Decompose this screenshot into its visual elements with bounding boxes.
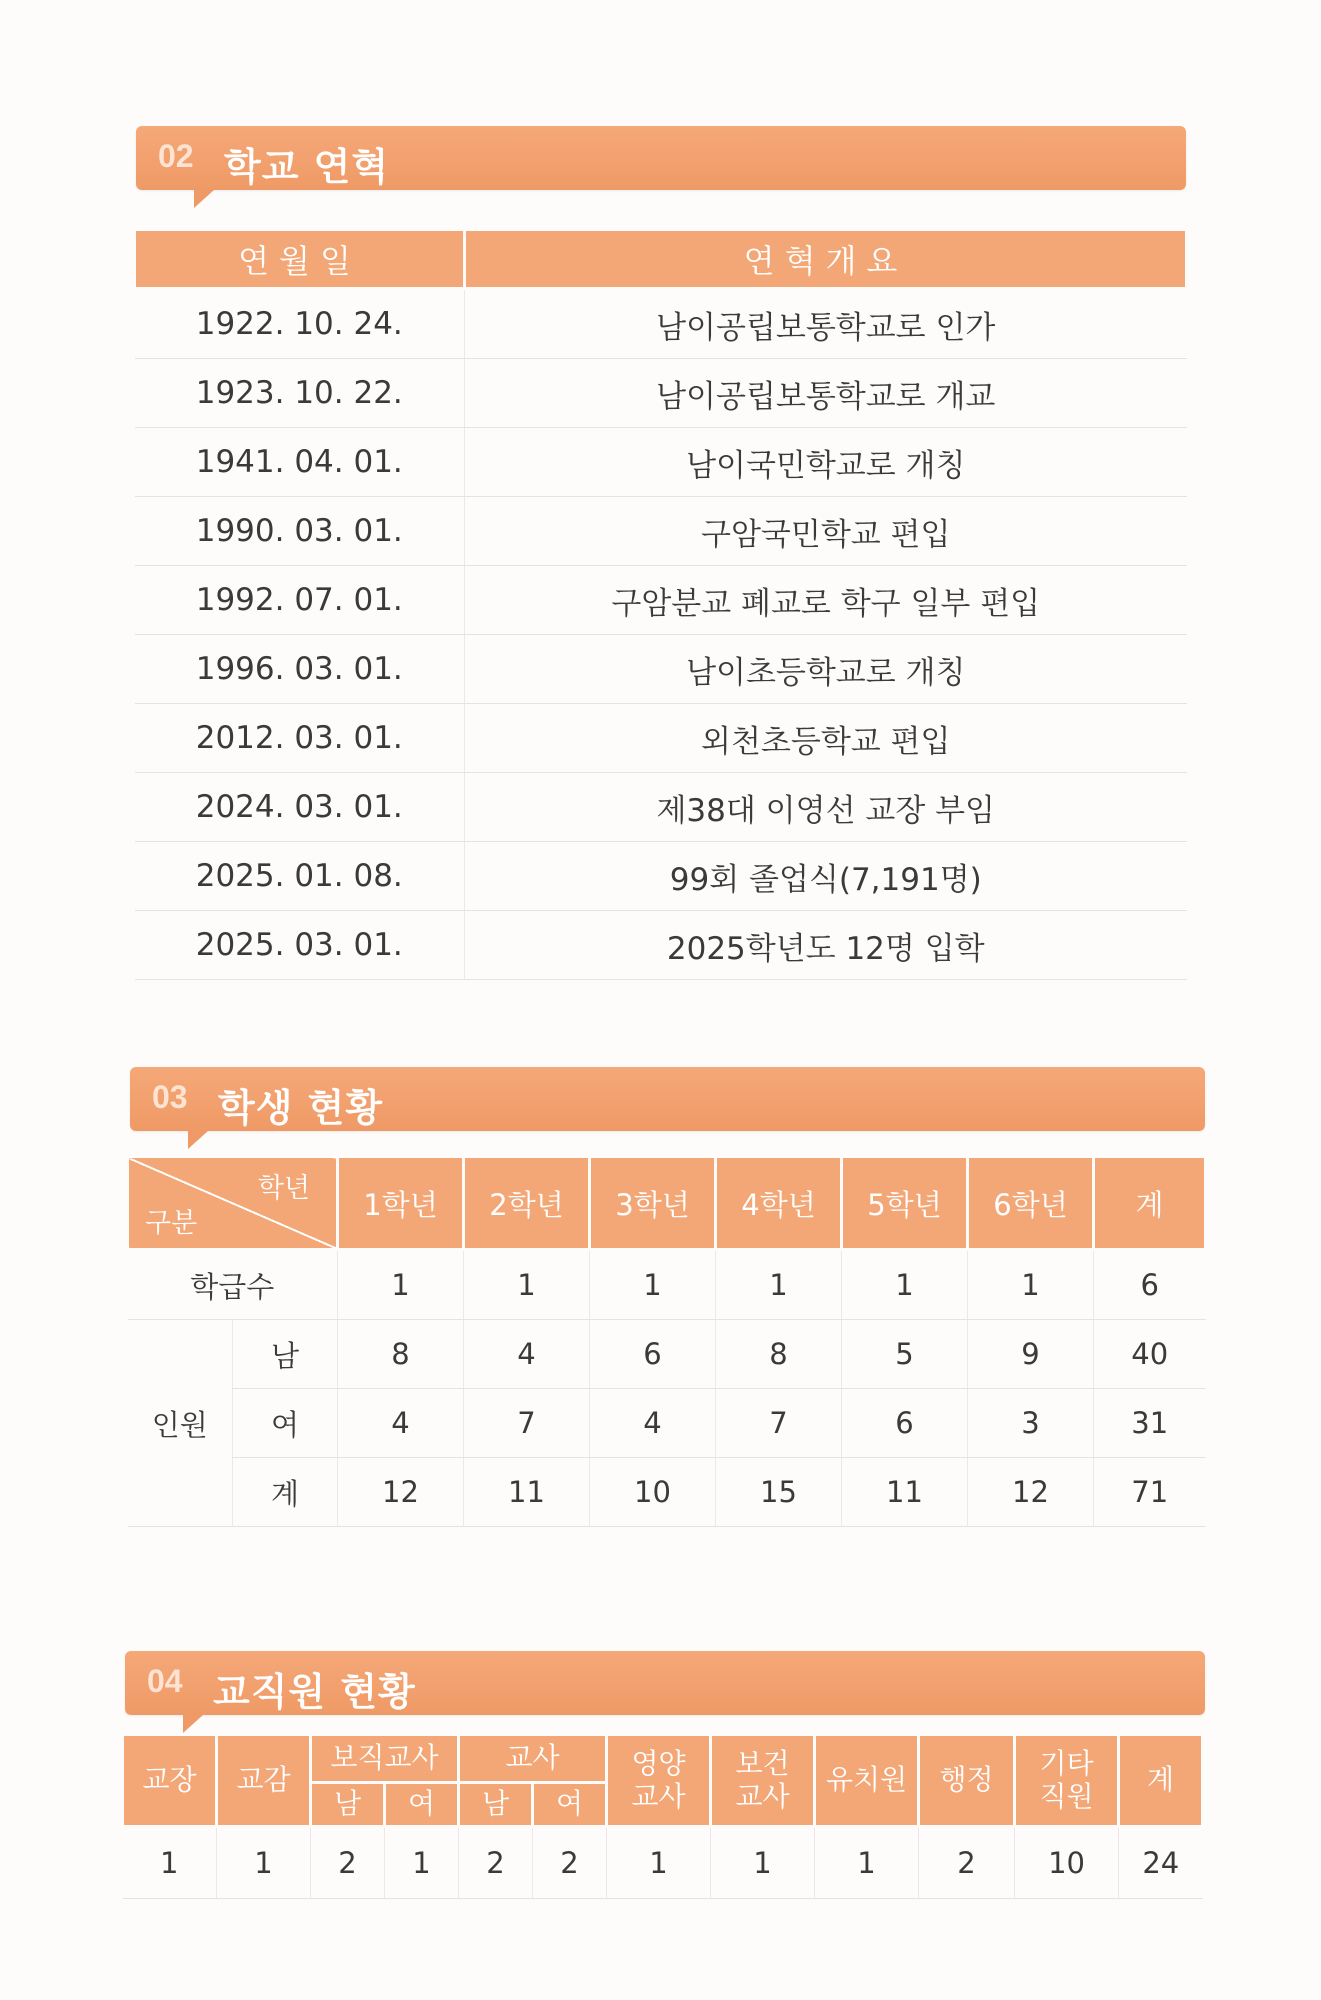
- section-number: 02: [158, 138, 194, 174]
- col-header-female: 여: [533, 1783, 607, 1827]
- history-section: [136, 126, 1186, 190]
- table-cell: 10: [1015, 1827, 1119, 1899]
- table-cell: 1: [217, 1827, 311, 1899]
- col-header-other-staff: [1015, 1735, 1119, 1827]
- history-date: 1992. 07. 01.: [135, 566, 465, 635]
- col-header-total: 계: [1119, 1735, 1203, 1827]
- table-cell: 10: [590, 1458, 716, 1527]
- table-cell: 5: [842, 1320, 968, 1389]
- table-cell: 12: [338, 1458, 464, 1527]
- col-header-male: 남: [311, 1783, 385, 1827]
- staff-table: [121, 1733, 1204, 1899]
- table-row: [135, 428, 1187, 497]
- table-cell: 1: [711, 1827, 815, 1899]
- col-header-event: 연혁개요: [465, 230, 1187, 289]
- table-cell: 11: [842, 1458, 968, 1527]
- table-row: [128, 1320, 1206, 1389]
- table-row: [135, 842, 1187, 911]
- table-cell: 4: [464, 1320, 590, 1389]
- col-header-male: 남: [459, 1783, 533, 1827]
- col-header-nutrition-teacher: [607, 1735, 711, 1827]
- table-row: [135, 911, 1187, 980]
- history-event: 구암분교 폐교로 학구 일부 편입: [465, 566, 1187, 635]
- col-header-grade: 2학년: [464, 1157, 590, 1250]
- table-cell: 1: [464, 1250, 590, 1320]
- history-event: 2025학년도 12명 입학: [465, 911, 1187, 980]
- table-cell: 1: [968, 1250, 1094, 1320]
- table-cell: 31: [1094, 1389, 1206, 1458]
- table-cell: 1: [123, 1827, 217, 1899]
- history-event: 남이초등학교로 개칭: [465, 635, 1187, 704]
- table-cell: 15: [716, 1458, 842, 1527]
- history-date: 1990. 03. 01.: [135, 497, 465, 566]
- col-header-grade: 1학년: [338, 1157, 464, 1250]
- table-cell: 1: [842, 1250, 968, 1320]
- col-header-grade: 3학년: [590, 1157, 716, 1250]
- table-cell: 40: [1094, 1320, 1206, 1389]
- table-row: [135, 704, 1187, 773]
- col-header-grade: 6학년: [968, 1157, 1094, 1250]
- history-event: 남이공립보통학교로 인가: [465, 289, 1187, 359]
- section-title: 교직원 현황: [213, 1670, 416, 1714]
- col-header-admin: 행정: [919, 1735, 1015, 1827]
- table-row: [128, 1250, 1206, 1320]
- table-row: [135, 635, 1187, 704]
- table-cell: 2: [919, 1827, 1015, 1899]
- col-header-support-teacher: 보직교사: [311, 1735, 459, 1783]
- corner-category-label: 구분: [145, 1208, 198, 1239]
- staff-table-wrap: [121, 1733, 1204, 1899]
- table-cell: 6: [590, 1320, 716, 1389]
- history-event: 남이공립보통학교로 개교: [465, 359, 1187, 428]
- col-header-vice-principal: 교감: [217, 1735, 311, 1827]
- col-header-health-teacher: [711, 1735, 815, 1827]
- banner-tail: [194, 190, 214, 208]
- col-header-teacher: 교사: [459, 1735, 607, 1783]
- history-date: 1996. 03. 01.: [135, 635, 465, 704]
- history-table: [133, 228, 1188, 980]
- students-section: [130, 1067, 1205, 1131]
- history-event: 남이국민학교로 개칭: [465, 428, 1187, 497]
- students-table: [126, 1155, 1207, 1527]
- col-header-kindergarten: 유치원: [815, 1735, 919, 1827]
- header-line: 보건: [735, 1747, 790, 1781]
- row-label-female: 여: [233, 1389, 338, 1458]
- corner-header: [128, 1157, 338, 1250]
- table-cell: 71: [1094, 1458, 1206, 1527]
- row-label-total: 계: [233, 1458, 338, 1527]
- table-row: [135, 773, 1187, 842]
- table-row: [128, 1389, 1206, 1458]
- table-cell: 8: [338, 1320, 464, 1389]
- header-line: 직원: [1039, 1779, 1094, 1813]
- header-line: 교사: [631, 1779, 686, 1813]
- history-date: 1922. 10. 24.: [135, 289, 465, 359]
- students-table-wrap: [126, 1155, 1207, 1527]
- section-title: 학생 현황: [218, 1086, 384, 1130]
- staff-section: [125, 1651, 1205, 1715]
- table-cell: 6: [1094, 1250, 1206, 1320]
- header-line: 기타: [1039, 1747, 1094, 1781]
- table-cell: 1: [338, 1250, 464, 1320]
- history-table-wrap: [133, 228, 1188, 980]
- table-cell: 2: [533, 1827, 607, 1899]
- history-date: 2024. 03. 01.: [135, 773, 465, 842]
- table-cell: 6: [842, 1389, 968, 1458]
- table-row: [135, 359, 1187, 428]
- table-row: [123, 1827, 1203, 1899]
- row-label-male: 남: [233, 1320, 338, 1389]
- history-event: 99회 졸업식(7,191명): [465, 842, 1187, 911]
- col-header-total: 계: [1094, 1157, 1206, 1250]
- table-cell: 12: [968, 1458, 1094, 1527]
- history-event: 제38대 이영선 교장 부임: [465, 773, 1187, 842]
- history-banner: [136, 126, 1186, 190]
- section-number: 04: [147, 1663, 183, 1699]
- row-label-people: 인원: [128, 1320, 233, 1527]
- table-cell: 1: [815, 1827, 919, 1899]
- table-cell: 2: [311, 1827, 385, 1899]
- table-cell: 1: [590, 1250, 716, 1320]
- table-cell: 11: [464, 1458, 590, 1527]
- table-row: [135, 497, 1187, 566]
- history-date: 2025. 01. 08.: [135, 842, 465, 911]
- staff-banner: [125, 1651, 1205, 1715]
- table-row: [135, 566, 1187, 635]
- banner-tail: [188, 1131, 208, 1149]
- table-cell: 9: [968, 1320, 1094, 1389]
- table-cell: 7: [716, 1389, 842, 1458]
- section-number: 03: [152, 1079, 188, 1115]
- col-header-grade: 5학년: [842, 1157, 968, 1250]
- table-cell: 4: [338, 1389, 464, 1458]
- table-cell: 1: [385, 1827, 459, 1899]
- corner-grade-label: 학년: [257, 1173, 310, 1204]
- history-event: 구암국민학교 편입: [465, 497, 1187, 566]
- table-cell: 1: [716, 1250, 842, 1320]
- table-cell: 4: [590, 1389, 716, 1458]
- table-cell: 3: [968, 1389, 1094, 1458]
- history-date: 2012. 03. 01.: [135, 704, 465, 773]
- table-cell: 1: [607, 1827, 711, 1899]
- col-header-female: 여: [385, 1783, 459, 1827]
- history-date: 2025. 03. 01.: [135, 911, 465, 980]
- history-date: 1941. 04. 01.: [135, 428, 465, 497]
- table-row: [128, 1458, 1206, 1527]
- header-line: 교사: [735, 1779, 790, 1813]
- section-title: 학교 연혁: [224, 145, 390, 189]
- row-label-classes: 학급수: [128, 1250, 338, 1320]
- col-header-principal: 교장: [123, 1735, 217, 1827]
- header-line: 영양: [631, 1747, 686, 1781]
- table-cell: 2: [459, 1827, 533, 1899]
- table-cell: 8: [716, 1320, 842, 1389]
- table-cell: 24: [1119, 1827, 1203, 1899]
- col-header-date: 연월일: [135, 230, 465, 289]
- table-cell: 7: [464, 1389, 590, 1458]
- students-banner: [130, 1067, 1205, 1131]
- table-row: [135, 289, 1187, 359]
- history-event: 외천초등학교 편입: [465, 704, 1187, 773]
- history-date: 1923. 10. 22.: [135, 359, 465, 428]
- banner-tail: [183, 1715, 203, 1733]
- col-header-grade: 4학년: [716, 1157, 842, 1250]
